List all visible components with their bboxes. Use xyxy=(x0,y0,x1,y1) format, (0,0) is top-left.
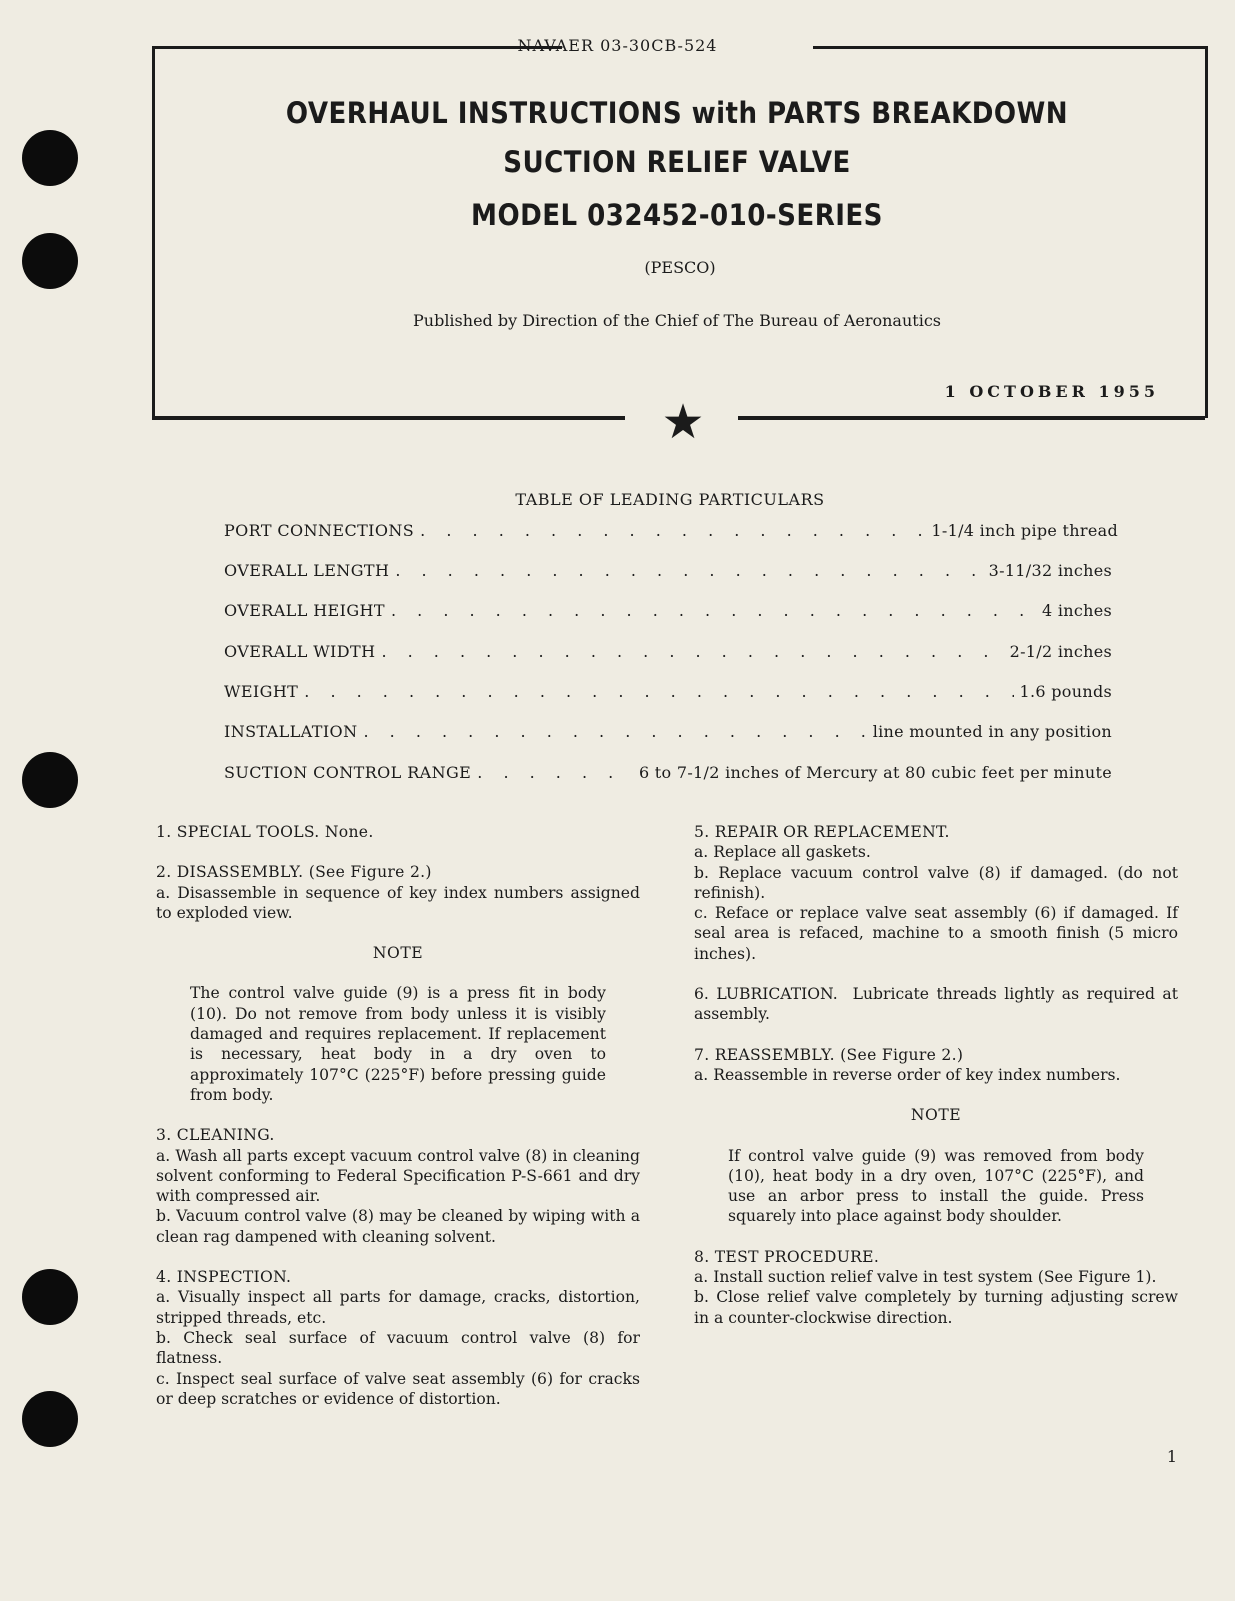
leader-dots xyxy=(477,763,633,782)
frame-rule xyxy=(152,416,625,420)
publication-date: 1 OCTOBER 1955 xyxy=(944,382,1159,401)
left-column xyxy=(156,822,640,1409)
leader-dots xyxy=(304,682,1013,701)
leader-dots xyxy=(395,561,982,580)
paragraph xyxy=(694,984,1178,1025)
section-heading: 7. REASSEMBLY. (See Figure 2.) xyxy=(694,1045,964,1064)
note-heading: NOTE xyxy=(910,1106,962,1125)
title-line-2: SUCTION RELIEF VALVE xyxy=(503,145,851,179)
particular-label: OVERALL LENGTH xyxy=(224,561,390,580)
leader-dots xyxy=(391,601,1036,620)
page-number: 1 xyxy=(1166,1447,1177,1466)
title-line-3: MODEL 032452-010-SERIES xyxy=(471,198,883,232)
particular-label: SUCTION CONTROL RANGE xyxy=(224,763,472,782)
paragraph: a. Visually inspect all parts for damage, cracks, distortion, stripped threads, etc. xyxy=(156,1288,640,1327)
paragraph: b. Check seal surface of vacuum control valve (8) for flatness. xyxy=(156,1328,640,1368)
punch-hole-1 xyxy=(22,130,78,186)
section-heading: 4. INSPECTION. xyxy=(156,1268,292,1287)
star-icon: ★ xyxy=(661,394,705,450)
particular-label: OVERALL HEIGHT xyxy=(224,601,385,620)
particular-label: OVERALL WIDTH xyxy=(224,642,376,661)
paragraph: a. Wash all parts except vacuum control valve (8) in cleaning solvent conforming to Federal Specification P-S-661 and dry with compressed air. xyxy=(156,1146,640,1206)
leader-dots xyxy=(363,722,866,741)
particular-value: 1.6 pounds xyxy=(1019,682,1112,701)
note-heading: NOTE xyxy=(372,944,424,963)
note-text: The control valve guide (9) is a press fit in body (10). Do not remove from body unless it is visibly damaged and requires replacement. If replacement is necessary, heat body in a dry oven to approximately 107°C (225°F) before pressing guide from body. xyxy=(190,984,606,1104)
particular-value: line mounted in any position xyxy=(872,722,1112,741)
frame-rule xyxy=(738,416,1205,420)
punch-hole-5 xyxy=(22,1391,78,1447)
particular-value: 3-11/32 inches xyxy=(988,561,1112,580)
published-by: Published by Direction of the Chief of The Bureau of Aeronautics xyxy=(413,311,941,330)
paragraph: b. Replace vacuum control valve (8) if damaged. (do not refinish). xyxy=(694,863,1178,902)
section-heading: 8. TEST PROCEDURE. xyxy=(694,1247,880,1266)
punch-hole-3 xyxy=(22,752,78,808)
particular-row xyxy=(224,601,1112,625)
particular-row xyxy=(224,642,1112,666)
particular-value: 6 to 7-1/2 inches of Mercury at 80 cubic feet per minute xyxy=(638,763,1112,782)
paragraph: a. Reassemble in reverse order of key index numbers. xyxy=(694,1065,1121,1084)
punch-hole-4 xyxy=(22,1269,78,1325)
paragraph: b. Vacuum control valve (8) may be cleaned by wiping with a clean rag dampened with cleaning solvent. xyxy=(156,1207,640,1246)
particular-row xyxy=(224,763,1112,787)
section-heading: 2. DISASSEMBLY. (See Figure 2.) xyxy=(156,863,432,882)
paragraph: a. Disassemble in sequence of key index numbers assigned to exploded view. xyxy=(156,883,640,922)
section-text: Lubricate threads lightly as required at assembly. xyxy=(694,985,1178,1024)
punch-hole-2 xyxy=(22,233,78,289)
particular-value: 1-1/4 inch pipe thread xyxy=(931,521,1118,540)
section-heading: 1. SPECIAL TOOLS. None. xyxy=(156,823,374,841)
right-column xyxy=(694,822,1178,1328)
paragraph: a. Install suction relief valve in test system (See Figure 1). xyxy=(694,1268,1157,1287)
note-text: If control valve guide (9) was removed from body (10), heat body in a dry oven, 107°C (225°F), and use an arbor press to install the guide. Press squarely into place against body shoulder. xyxy=(728,1146,1144,1226)
manufacturer: (PESCO) xyxy=(644,258,716,277)
particular-row xyxy=(224,561,1112,585)
particular-row xyxy=(224,682,1112,706)
section-heading: 5. REPAIR OR REPLACEMENT. xyxy=(694,823,950,841)
leader-dots xyxy=(420,521,925,540)
paragraph: c. Inspect seal surface of valve seat assembly (6) for cracks or deep scratches or evidence of distortion. xyxy=(156,1369,640,1408)
particular-row xyxy=(224,521,1118,545)
particular-label: PORT CONNECTIONS xyxy=(224,521,415,540)
paragraph: b. Close relief valve completely by turning adjusting screw in a counter-clockwise direction. xyxy=(694,1288,1178,1327)
particular-value: 2-1/2 inches xyxy=(1009,642,1112,661)
particular-label: WEIGHT xyxy=(224,682,299,701)
section-heading: 6. LUBRICATION. xyxy=(694,985,838,1004)
leading-particulars-heading: TABLE OF LEADING PARTICULARS xyxy=(515,490,825,509)
document-number: NAVAER 03-30CB-524 xyxy=(517,36,718,55)
section-heading: 3. CLEANING. xyxy=(156,1126,275,1145)
leader-dots xyxy=(381,642,1003,661)
paragraph: a. Replace all gaskets. xyxy=(694,843,871,862)
paragraph: c. Reface or replace valve seat assembly (6) if damaged. If seal area is refaced, machine to a smooth finish (5 micro inches). xyxy=(694,904,1178,963)
title-line-1: OVERHAUL INSTRUCTIONS with PARTS BREAKDOWN xyxy=(285,96,1069,130)
particular-value: 4 inches xyxy=(1041,601,1112,620)
particular-row xyxy=(224,722,1112,746)
particular-label: INSTALLATION xyxy=(224,722,358,741)
